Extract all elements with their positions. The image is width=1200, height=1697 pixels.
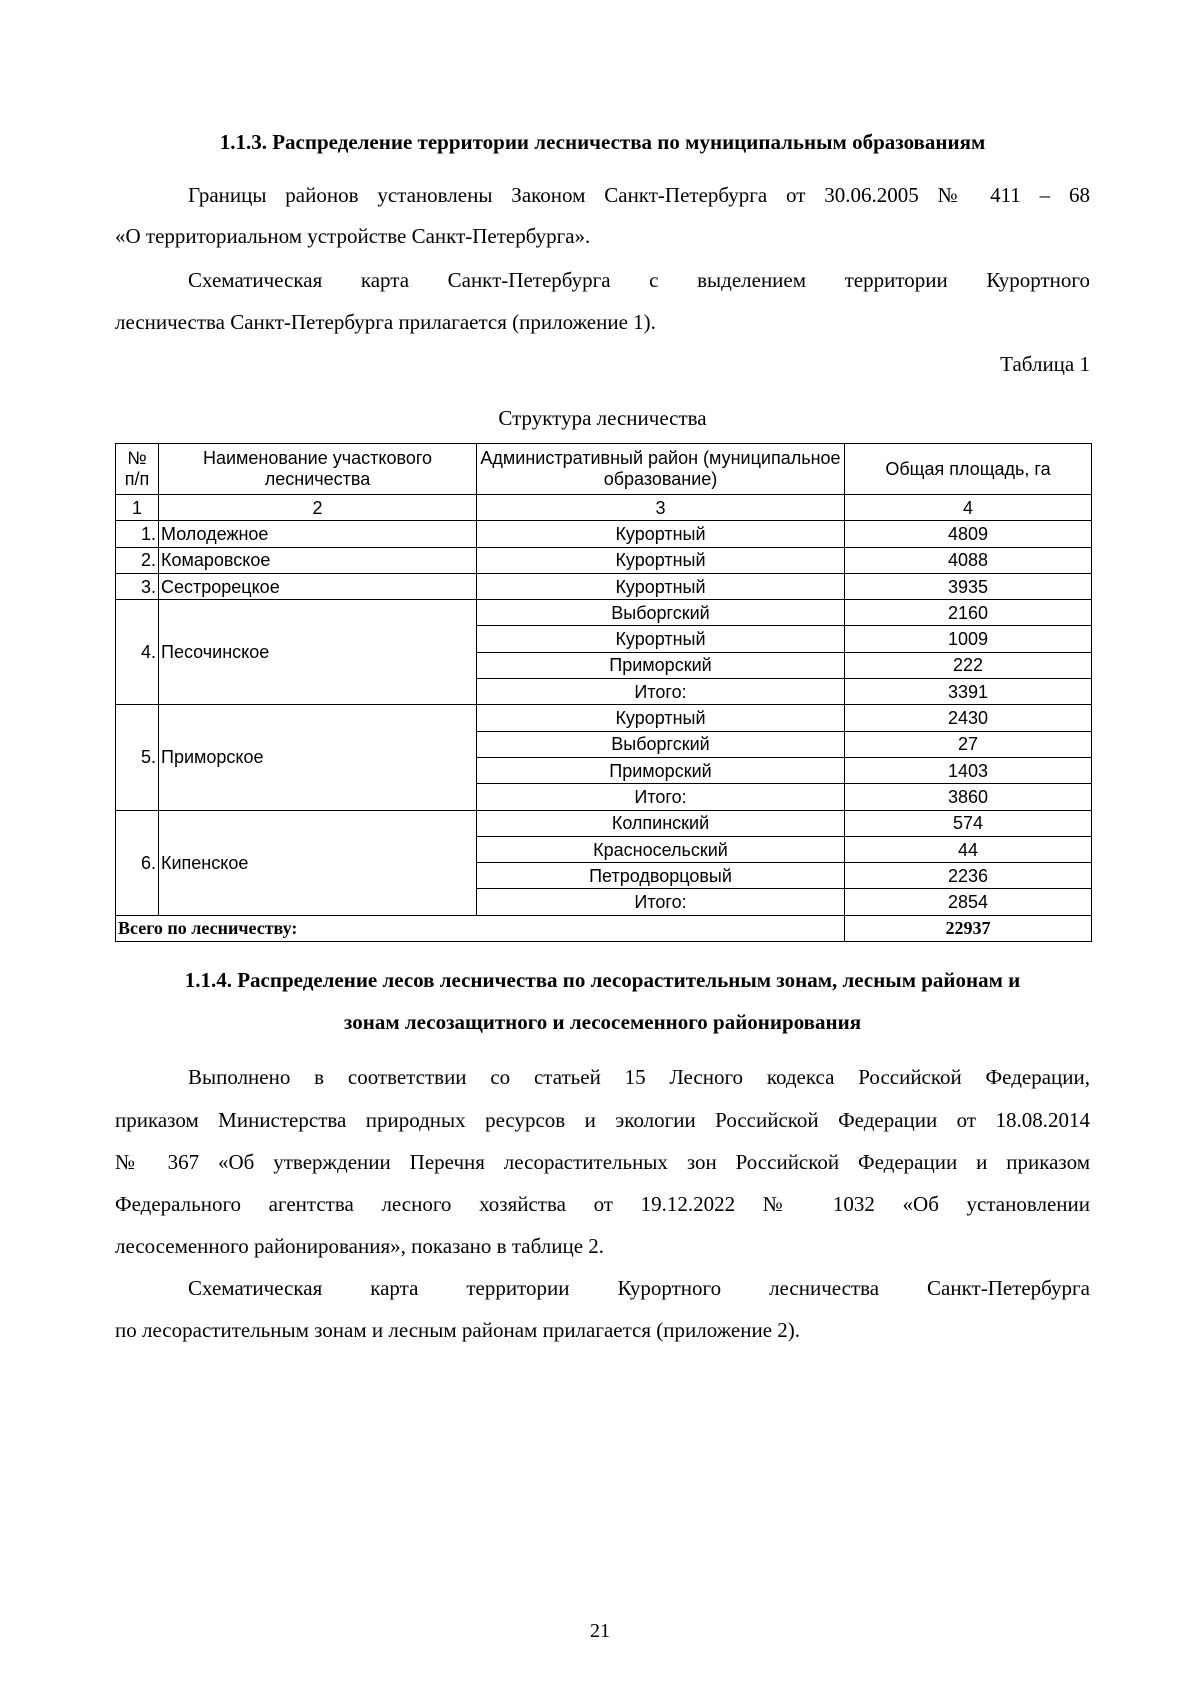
district-name: Курортный bbox=[477, 521, 845, 547]
paragraph-line: Схематическая карта Санкт-Петербурга с выделением территории Курортного bbox=[188, 268, 1090, 292]
table-row bbox=[116, 521, 1092, 547]
subtotal-value: 2854 bbox=[845, 889, 1092, 915]
district-name: Приморский bbox=[477, 652, 845, 678]
paragraph-line: лесосеменного районирования», показано в таблице 2. bbox=[115, 1234, 605, 1258]
forestry-name: Кипенское bbox=[159, 810, 477, 915]
district-name: Курортный bbox=[477, 547, 845, 573]
area-value: 2160 bbox=[845, 600, 1092, 626]
page-number: 21 bbox=[590, 1620, 610, 1642]
forestry-name: Комаровское bbox=[159, 547, 477, 573]
column-number: 1 bbox=[116, 495, 159, 521]
paragraph-line: Выполнено в соответствии со статьей 15 Лесного кодекса Российской Федерации, bbox=[188, 1065, 1090, 1089]
area-value: 2236 bbox=[845, 863, 1092, 889]
district-name: Петродворцовый bbox=[477, 863, 845, 889]
district-name: Курортный bbox=[477, 626, 845, 652]
forestry-name: Молодежное bbox=[159, 521, 477, 547]
table-row bbox=[116, 547, 1092, 573]
area-value: 4809 bbox=[845, 521, 1092, 547]
table-row bbox=[116, 705, 1092, 731]
paragraph-line: Границы районов установлены Законом Санкт-Петербурга от 30.06.2005 № 411 – 68 bbox=[188, 183, 1090, 207]
forestry-name: Сестрорецкое bbox=[159, 573, 477, 599]
table-row bbox=[116, 810, 1092, 836]
district-name: Выборгский bbox=[477, 731, 845, 757]
header-cell: Общая площадь, га bbox=[845, 444, 1092, 495]
row-number: 6. bbox=[116, 810, 159, 915]
area-value: 27 bbox=[845, 731, 1092, 757]
district-name: Курортный bbox=[477, 705, 845, 731]
paragraph-line: Федерального агентства лесного хозяйства от 19.12.2022 № 1032 «Об установлении bbox=[115, 1192, 1090, 1216]
area-value: 574 bbox=[845, 810, 1092, 836]
column-number-row bbox=[116, 495, 1092, 521]
area-value: 1009 bbox=[845, 626, 1092, 652]
section-heading-1-1-3: 1.1.3. Распределение территории лесничества по муниципальным образованиям bbox=[219, 130, 986, 154]
column-number: 4 bbox=[845, 495, 1092, 521]
section-heading-1-1-4-line2: зонам лесозащитного и лесосеменного районирования bbox=[343, 1010, 862, 1034]
row-number: 1. bbox=[116, 521, 159, 547]
header-cell: Административный район (муниципальное образование) bbox=[477, 444, 845, 495]
row-number: 2. bbox=[116, 547, 159, 573]
header-cell: Наименование участкового лесничества bbox=[159, 444, 477, 495]
subtotal-label: Итого: bbox=[477, 889, 845, 915]
subtotal-value: 3860 bbox=[845, 784, 1092, 810]
district-name: Колпинский bbox=[477, 810, 845, 836]
section-heading-1-1-4-line1: 1.1.4. Распределение лесов лесничества по лесорастительным зонам, лесным районам и bbox=[184, 968, 1021, 992]
column-number: 2 bbox=[159, 495, 477, 521]
area-value: 44 bbox=[845, 836, 1092, 862]
table-label: Таблица 1 bbox=[1000, 352, 1090, 376]
paragraph-line: по лесорастительным зонам и лесным районам прилагается (приложение 2). bbox=[115, 1318, 801, 1342]
area-value: 222 bbox=[845, 652, 1092, 678]
column-number: 3 bbox=[477, 495, 845, 521]
area-value: 4088 bbox=[845, 547, 1092, 573]
district-name: Выборгский bbox=[477, 600, 845, 626]
paragraph-line: приказом Министерства природных ресурсов и экологии Российской Федерации от 18.08.2014 bbox=[115, 1108, 1090, 1132]
table-header-row bbox=[116, 444, 1092, 495]
district-name: Приморский bbox=[477, 757, 845, 783]
table-row bbox=[116, 573, 1092, 599]
paragraph-line: «О территориальном устройстве Санкт-Петербурга». bbox=[115, 224, 591, 248]
subtotal-value: 3391 bbox=[845, 679, 1092, 705]
header-cell: № п/п bbox=[116, 444, 159, 495]
row-number: 5. bbox=[116, 705, 159, 810]
area-value: 3935 bbox=[845, 573, 1092, 599]
table-row bbox=[116, 600, 1092, 626]
paragraph-line: лесничества Санкт-Петербурга прилагается (приложение 1). bbox=[115, 310, 656, 334]
grand-total-label: Всего по лесничеству: bbox=[116, 915, 845, 941]
grand-total-value: 22937 bbox=[845, 915, 1092, 941]
grand-total-row bbox=[116, 915, 1092, 941]
subtotal-label: Итого: bbox=[477, 679, 845, 705]
row-number: 3. bbox=[116, 573, 159, 599]
subtotal-label: Итого: bbox=[477, 784, 845, 810]
district-name: Курортный bbox=[477, 573, 845, 599]
paragraph-line: № 367 «Об утверждении Перечня лесорастительных зон Российской Федерации и приказом bbox=[115, 1150, 1090, 1174]
area-value: 1403 bbox=[845, 757, 1092, 783]
district-name: Красносельский bbox=[477, 836, 845, 862]
area-value: 2430 bbox=[845, 705, 1092, 731]
paragraph-line: Схематическая карта территории Курортного лесничества Санкт-Петербурга bbox=[188, 1276, 1090, 1300]
forestry-name: Приморское bbox=[159, 705, 477, 810]
table-caption: Структура лесничества bbox=[498, 406, 707, 430]
forestry-structure-table bbox=[115, 443, 1092, 942]
forestry-name: Песочинское bbox=[159, 600, 477, 705]
row-number: 4. bbox=[116, 600, 159, 705]
